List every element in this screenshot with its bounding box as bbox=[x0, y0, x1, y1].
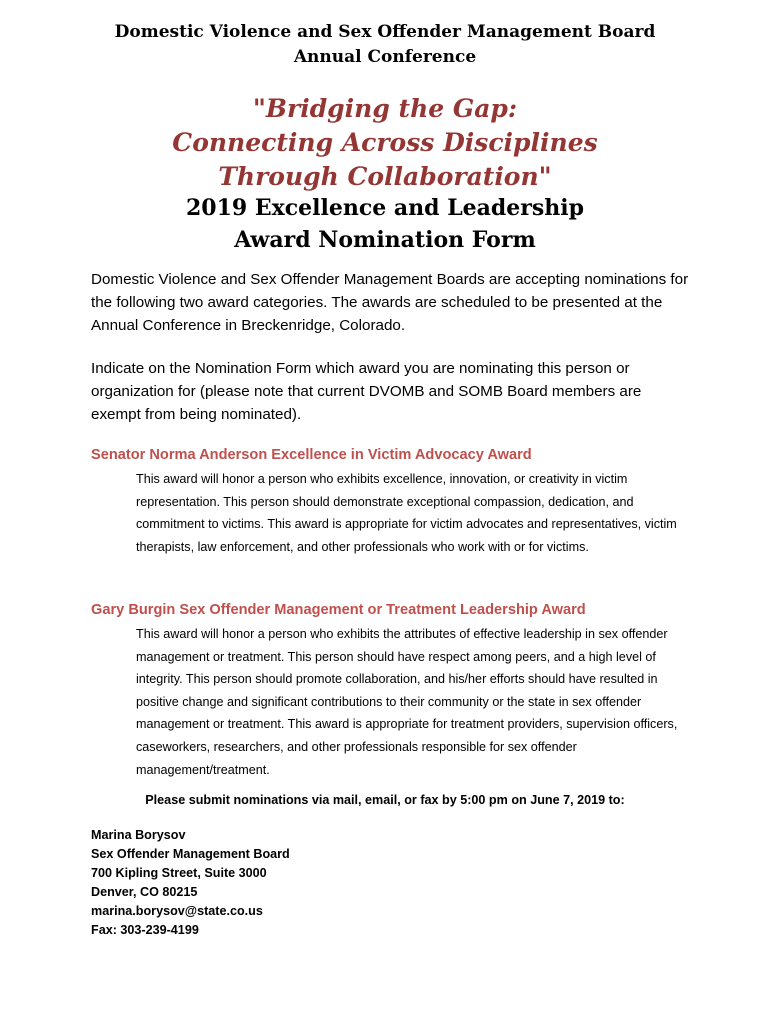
header-line-2: Annual Conference bbox=[293, 47, 477, 67]
form-title bbox=[0, 192, 770, 256]
header-line-1: Domestic Violence and Sex Offender Management Board bbox=[114, 22, 656, 42]
contact-email[interactable]: marina.borysov@state.co.us bbox=[91, 904, 263, 918]
theme-line-1: "Bridging the Gap: bbox=[252, 94, 518, 123]
theme-line-2: Connecting Across Disciplines bbox=[172, 128, 598, 157]
contact-city: Denver, CO 80215 bbox=[91, 885, 198, 899]
contact-fax: Fax: 303-239-4199 bbox=[91, 923, 199, 937]
contact-street: 700 Kipling Street, Suite 3000 bbox=[91, 866, 267, 880]
award-description-offender-management: This award will honor a person who exhibits the attributes of effective leadership in sex offender management or treatment. This person should have respect among peers, and a high level of integrity. This person should promote collaboration, and his/her efforts should have resulted in positive change and significant contributions to their community or the state in sex offender management or treatment. This award is appropriate for treatment providers, supervision officers, caseworkers, researchers, and other professionals responsible for sex offender management/treatment. bbox=[136, 627, 678, 777]
award-description-victim-advocacy: This award will honor a person who exhibits excellence, innovation, or creativity in victim representation. This person should demonstrate exceptional compassion, dedication, and commitment to victims. This award is appropriate for victim advocates and representatives, victim therapists, law enforcement, and other professionals who work with or for victims. bbox=[136, 472, 677, 554]
submission-instructions: Please submit nominations via mail, email, or fax by 5:00 pm on June 7, 2019 to: bbox=[145, 793, 625, 807]
theme-line-3: Through Collaboration" bbox=[218, 162, 552, 191]
form-title-line-2: Award Nomination Form bbox=[234, 227, 536, 253]
conference-theme bbox=[0, 92, 770, 194]
award-title-offender-management: Gary Burgin Sex Offender Management or Treatment Leadership Award bbox=[91, 602, 586, 618]
intro-paragraph-1: Domestic Violence and Sex Offender Management Boards are accepting nominations for the following two award categories. The awards are scheduled to be presented at the Annual Conference in Breckenridge, Colorado. bbox=[91, 271, 689, 334]
contact-name: Marina Borysov bbox=[91, 828, 186, 842]
award-title-victim-advocacy: Senator Norma Anderson Excellence in Victim Advocacy Award bbox=[91, 447, 532, 463]
contact-block bbox=[91, 826, 290, 940]
contact-organization: Sex Offender Management Board bbox=[91, 847, 290, 861]
form-title-line-1: 2019 Excellence and Leadership bbox=[185, 195, 585, 221]
intro-paragraph-2: Indicate on the Nomination Form which award you are nominating this person or organization for (please note that current DVOMB and SOMB Board members are exempt from being nominated). bbox=[91, 360, 642, 423]
conference-header bbox=[0, 20, 770, 70]
